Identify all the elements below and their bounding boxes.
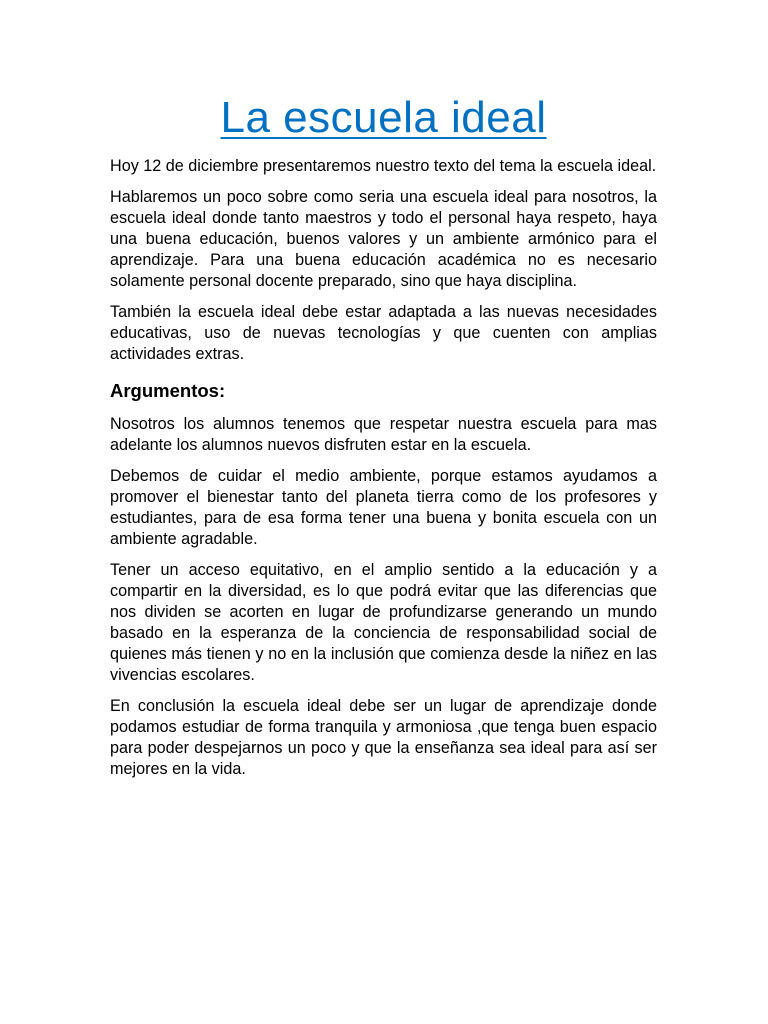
intro-paragraph-1: Hoy 12 de diciembre presentaremos nuestro texto del tema la escuela ideal. [110,157,657,175]
intro-paragraph-2: Hablaremos un poco sobre como seria una escuela ideal para nosotros, la escuela ideal donde tanto maestros y todo el personal haya respeto, haya una buena educación, buenos valores y un ambiente armónico para el aprendizaje. Para una buena educación académica no es necesario solamente personal docente preparado, sino que haya disciplina. [110,188,657,290]
argument-paragraph-3: Tener un acceso equitativo, en el amplio sentido a la educación y a compartir en la diversidad, es lo que podrá evitar que las diferencias que nos dividen se acorten en lugar de profundizarse generando un mundo basado en la esperanza de la conciencia de responsabilidad social de quienes más tienen y no en la inclusión que comienza desde la niñez en las vivencias escolares. [110,561,657,684]
argument-paragraph-2: Debemos de cuidar el medio ambiente, porque estamos ayudamos a promover el bienestar tanto del planeta tierra como de los profesores y estudiantes, para de esa forma tener una buena y bonita escuela con un ambiente agradable. [110,467,657,548]
intro-paragraph-3: También la escuela ideal debe estar adaptada a las nuevas necesidades educativas, uso de nuevas tecnologías y que cuenten con amplias actividades extras. [110,303,657,363]
conclusion-paragraph: En conclusión la escuela ideal debe ser un lugar de aprendizaje donde podamos estudiar de forma tranquila y armoniosa ,que tenga buen espacio para poder despejarnos un poco y que la enseñanza sea ideal para así ser mejores en la vida. [110,697,657,778]
argument-paragraph-1: Nosotros los alumnos tenemos que respetar nuestra escuela para mas adelante los alumnos nuevos disfruten estar en la escuela. [110,415,657,454]
section-heading-argumentos: Argumentos: [110,380,226,401]
document-title: La escuela ideal [220,93,547,142]
document-page [110,0,657,790]
